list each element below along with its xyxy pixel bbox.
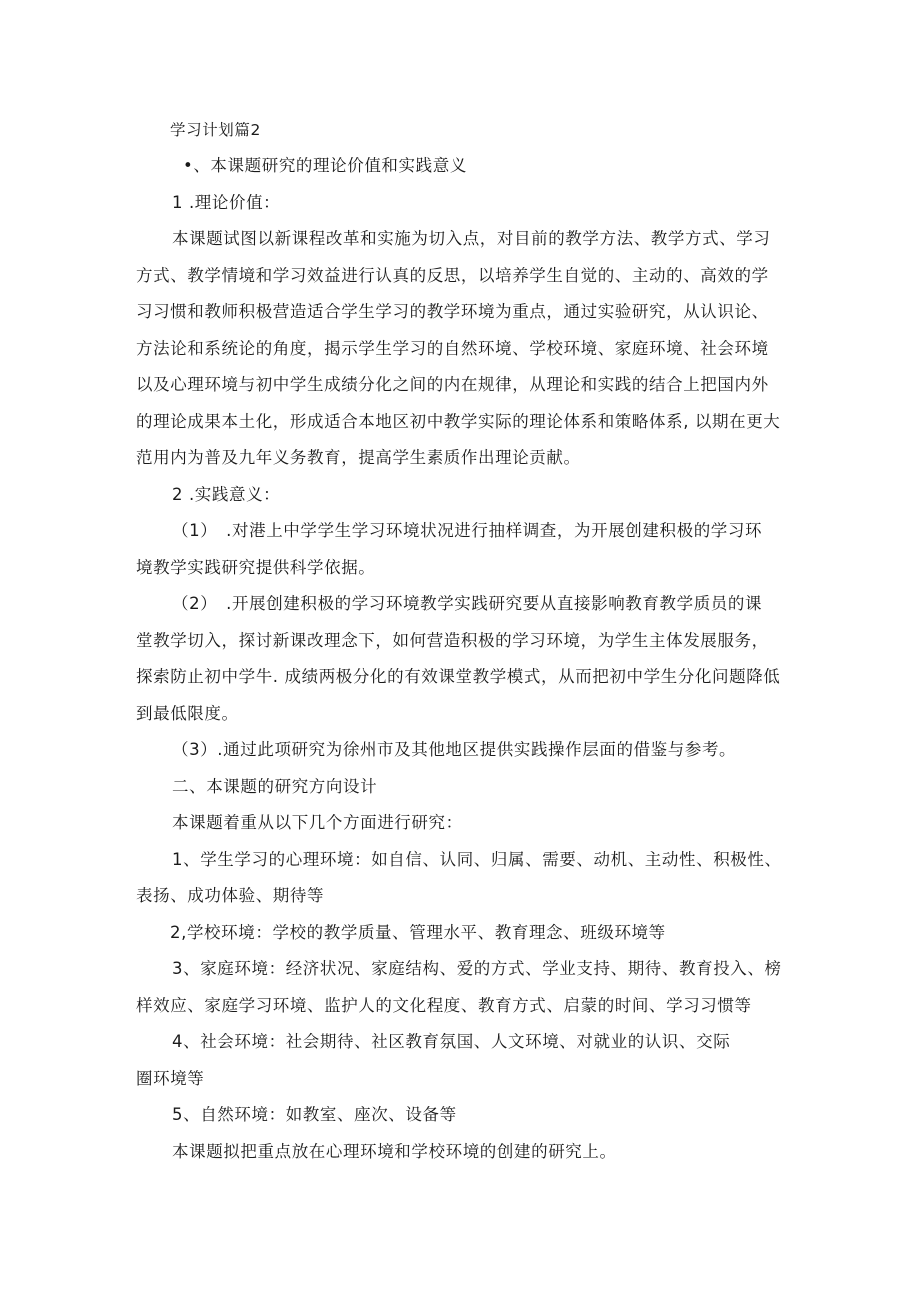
conclusion: 本课题拟把重点放在心理环境和学校环境的创建的研究上。 [172, 1142, 617, 1161]
practice-item-1: （1） .对港上中学学生学习环境状况进行抽样调查，为开展创建积极的学习环 [172, 521, 763, 540]
direction-item-1: 1、学生学习的心理环境：如自信、认同、归属、需要、动机、主动性、积极性、 [172, 850, 782, 869]
direction-item-4: 4、社会环境：社会期待、社区教育氛国、人文环境、对就业的认识、交际 [172, 1032, 731, 1051]
theory-line: 方法论和系统论的角度，揭示学生学习的自然环境、学校环境、家庭环境、社会环境 [136, 339, 769, 358]
direction-item-4-cont: 圈环境等 [136, 1069, 205, 1088]
direction-item-1-cont: 表扬、成功体验、期待等 [136, 886, 325, 905]
theory-line: 以及心理环境与初中学生成绩分化之间的内在规律，从理论和实践的结合上把国内外 [136, 375, 769, 394]
direction-item-3: 3、家庭环境：经济状况、家庭结构、爱的方式、学业支持、期待、教育投入、榜 [172, 959, 782, 978]
practice-item-2-cont: 堂教学切入，探讨新课改理念下，如何营造积极的学习环境，为学生主体发展服务， [136, 631, 769, 650]
practice-item-1-cont: 境教学实践研究提供科学依据。 [136, 558, 376, 577]
theory-line: 习习惯和教师积极营造适合学生学习的教学环境为重点，通过实验研究，从认识论、 [136, 302, 769, 321]
document-title: 学习计划篇2 [170, 121, 261, 139]
practice-item-2-cont: 到最低限度。 [136, 704, 239, 723]
practice-item-2-cont: 探索防止初中学牛. 成绩两极分化的有效课堂教学模式，从而把初中学生分化问题降低 [136, 667, 781, 686]
direction-item-5: 5、自然环境：如教室、座次、设备等 [172, 1105, 457, 1124]
practice-heading: 2 .实践意义： [172, 485, 281, 504]
section2-intro: 本课题着重从以下几个方面进行研究： [172, 813, 463, 832]
section2-heading: 二、本课题的研究方向设计 [172, 777, 378, 796]
section1-heading: •、本课题研究的理论价值和实践意义 [183, 156, 467, 175]
theory-line: 范用内为普及九年义务教育，提高学生素质作出理论贡献。 [136, 448, 581, 467]
theory-heading: 1 .理论价值： [172, 193, 281, 212]
theory-line: 方式、教学情境和学习效益进行认真的反思，以培养学生自觉的、主动的、高效的学 [136, 266, 769, 285]
direction-item-2: 2,学校环境：学校的教学质量、管理水平、教育理念、班级环境等 [170, 923, 666, 942]
theory-line: 本课题试图以新课程改革和实施为切入点，对目前的教学方法、教学方式、学习 [172, 229, 771, 248]
theory-line: 的理论成果本土化，形成适合本地区初中教学实际的理论体系和策略体系, 以期在更大 [136, 412, 781, 431]
practice-item-3: （3）.通过此项研究为徐州市及其他地区提供实践操作层面的借鉴与参考。 [172, 740, 737, 759]
direction-item-3-cont: 样效应、家庭学习环境、监护人的文化程度、教育方式、启蒙的时间、学习习惯等 [136, 996, 752, 1015]
practice-item-2: （2） .开展创建积极的学习环境教学实践研究要从直接影响教育教学质员的课 [172, 594, 763, 613]
